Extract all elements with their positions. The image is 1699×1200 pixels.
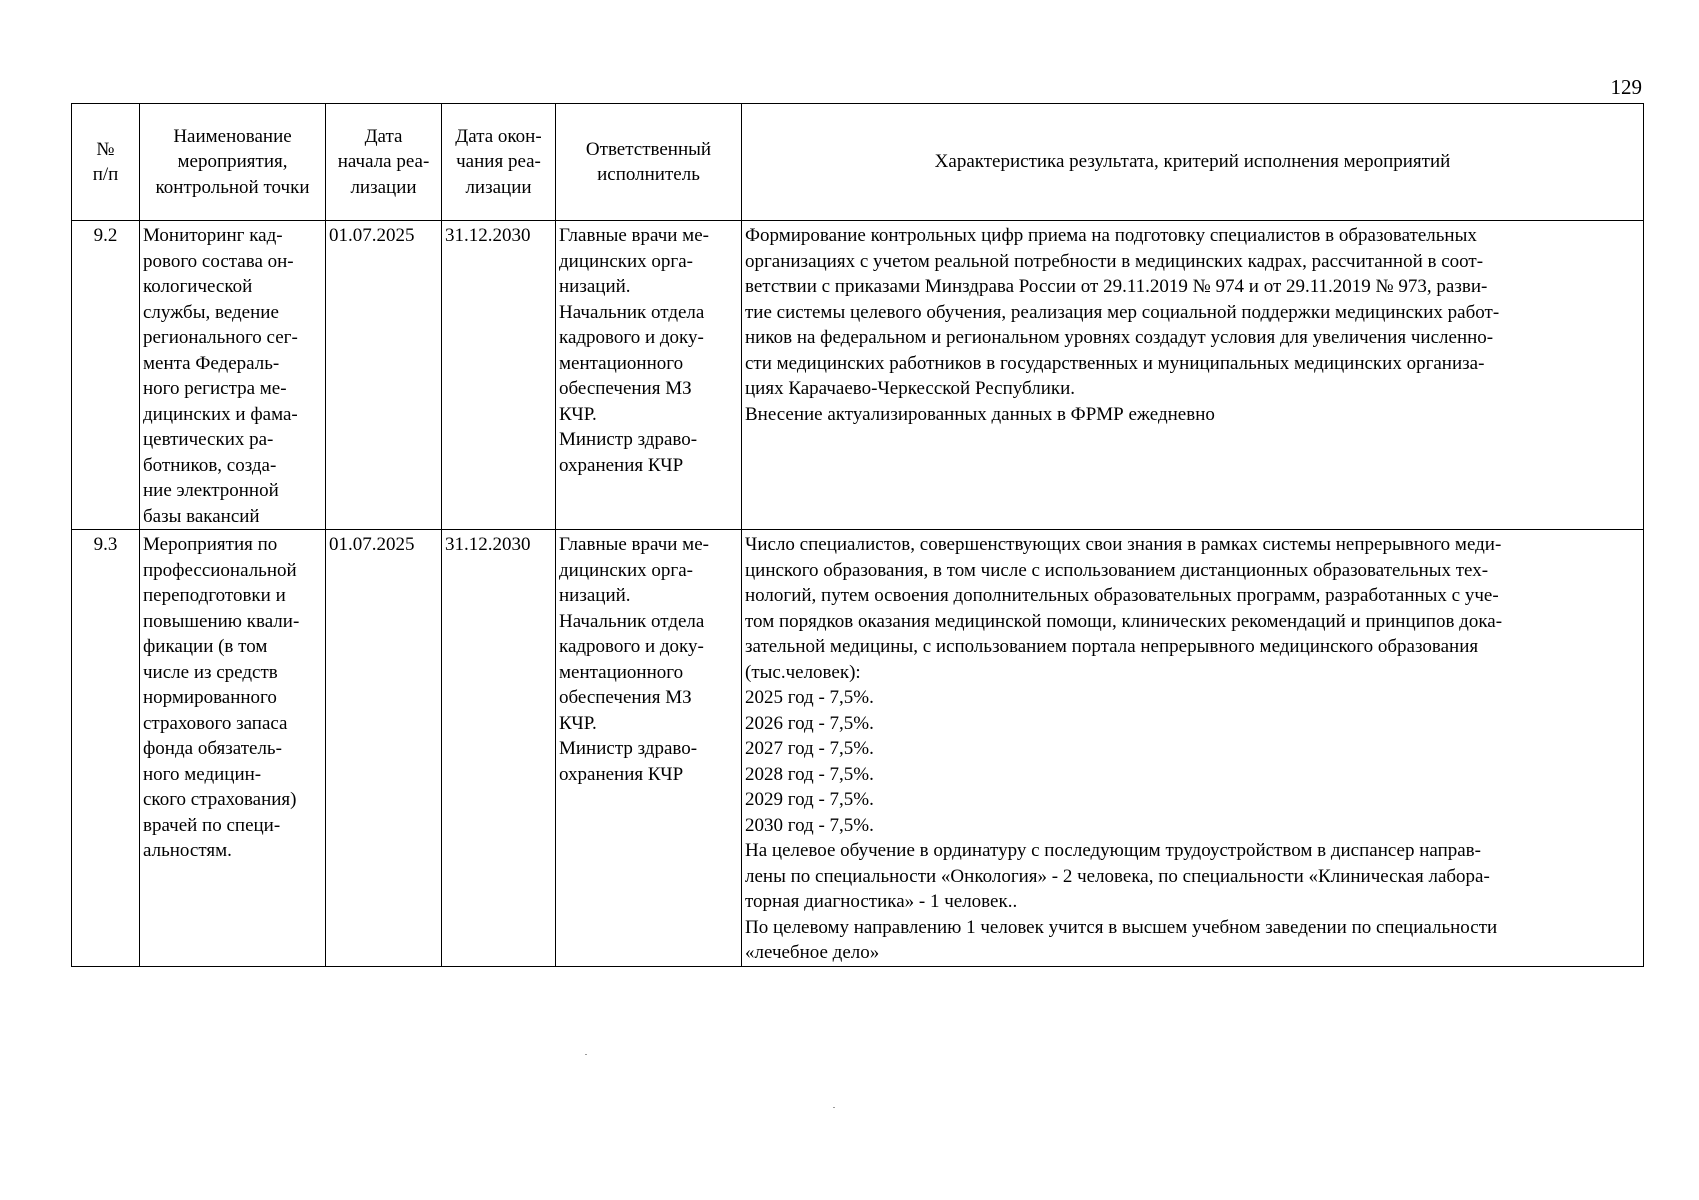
measure-name-cell-line: профессиональной: [143, 559, 297, 581]
measure-name-cell-line: ние электронной: [143, 480, 279, 501]
responsible-cell-line: кадрового и доку-: [559, 636, 704, 657]
responsible-cell-line: кадрового и доку-: [559, 327, 704, 348]
header-number: № п/п: [72, 104, 140, 221]
responsible-cell-line: дицинских орга-: [559, 559, 693, 581]
measure-name-cell-line: ного медицин-: [143, 763, 262, 785]
header-end-date: Дата окон- чания реа- лизации: [442, 104, 556, 221]
measure-name-cell-line: страхового запаса: [143, 712, 288, 734]
result-cell-line: «лечебное дело»: [745, 942, 880, 963]
header-result: Характеристика результата, критерий исполнения мероприятий: [742, 104, 1644, 221]
result-cell-line: 2028 год - 7,5%.: [745, 763, 874, 785]
measure-name-cell-line: службы, ведение: [143, 301, 279, 323]
measure-name-cell-line: нормированного: [143, 687, 277, 708]
result-cell-line: По целевому направлению 1 человек учится в высшем учебном заведении по специальности: [745, 916, 1498, 938]
result-cell-line: 2029 год - 7,5%.: [745, 789, 874, 810]
responsible-cell-line: ментационного: [559, 352, 684, 374]
header-measure-name: Наименование мероприятия, контрольной точки: [140, 104, 326, 221]
responsible-cell-line: низаций.: [559, 276, 631, 297]
measure-name-cell-line: рового состава он-: [143, 250, 294, 272]
measure-name-cell: [140, 530, 326, 967]
measure-name-cell-line: регионального сег-: [143, 327, 298, 348]
start-date-cell: 01.07.2025: [326, 221, 442, 530]
result-cell: [742, 530, 1644, 967]
responsible-cell-line: обеспечения МЗ: [559, 378, 692, 399]
measure-name-cell-line: Мониторинг кад-: [143, 225, 283, 246]
table-row: [72, 530, 1644, 967]
result-cell-line: сти медицинских работников в государственных и муниципальных медицинских организа-: [745, 352, 1485, 374]
responsible-cell-line: Начальник отдела: [559, 301, 705, 323]
table-row: [72, 221, 1644, 530]
responsible-cell-line: Главные врачи ме-: [559, 534, 709, 555]
responsible-cell: [556, 221, 742, 530]
responsible-cell-line: Министр здраво-: [559, 429, 698, 450]
responsible-cell-line: Начальник отдела: [559, 610, 705, 632]
measure-name-cell-line: цевтических ра-: [143, 429, 274, 450]
measure-name-cell-line: переподготовки и: [143, 585, 286, 606]
measure-name-cell-line: кологической: [143, 276, 253, 297]
row-number: 9.2: [72, 221, 140, 530]
result-cell-line: Внесение актуализированных данных в ФРМР ежедневно: [745, 403, 1215, 425]
measure-name-cell-line: ского страхования): [143, 789, 297, 810]
responsible-cell-line: ментационного: [559, 661, 684, 683]
responsible-cell-line: дицинских орга-: [559, 250, 693, 272]
responsible-cell-line: обеспечения МЗ: [559, 687, 692, 708]
responsible-cell-line: КЧР.: [559, 712, 597, 734]
result-cell-line: 2030 год - 7,5%.: [745, 814, 874, 836]
measure-name-cell-line: фикации (в том: [143, 636, 268, 657]
measure-name-cell-line: повышению квали-: [143, 610, 300, 632]
result-cell-line: 2026 год - 7,5%.: [745, 712, 874, 734]
result-cell-line: зательной медицины, с использованием портала непрерывного медицинского образования: [745, 636, 1479, 657]
responsible-cell-line: Главные врачи ме-: [559, 225, 709, 246]
result-cell-line: На целевое обучение в ординатуру с последующим трудоустройством в диспансер направ-: [745, 840, 1481, 861]
start-date-cell: 01.07.2025: [326, 530, 442, 967]
measures-table: [71, 103, 1644, 967]
measure-name-cell-line: базы вакансий: [143, 505, 260, 527]
measure-name-cell-line: мента Федераль-: [143, 352, 280, 374]
result-cell-line: ников на федеральном и региональном уровнях создадут условия для увеличения численно-: [745, 327, 1494, 348]
measure-name-cell: [140, 221, 326, 530]
scan-speck: [585, 1054, 587, 1055]
end-date-cell: 31.12.2030: [442, 221, 556, 530]
row-number: 9.3: [72, 530, 140, 967]
header-start-date: Дата начала реа- лизации: [326, 104, 442, 221]
measure-name-cell-line: Мероприятия по: [143, 534, 278, 555]
result-cell-line: (тыс.человек):: [745, 661, 861, 683]
result-cell-line: нологий, путем освоения дополнительных образовательных программ, разработанных с уче-: [745, 585, 1499, 606]
responsible-cell: [556, 530, 742, 967]
scan-speck: [833, 1107, 835, 1108]
measure-name-cell-line: ботников, созда-: [143, 454, 277, 476]
result-cell-line: торная диагностика» - 1 человек..: [745, 891, 1018, 912]
table-header-row: [72, 104, 1644, 221]
result-cell: [742, 221, 1644, 530]
measure-name-cell-line: дицинских и фама-: [143, 403, 298, 425]
result-cell-line: 2027 год - 7,5%.: [745, 738, 874, 759]
result-cell-line: Формирование контрольных цифр приема на подготовку специалистов в образовательных: [745, 225, 1477, 246]
header-responsible: Ответственный исполнитель: [556, 104, 742, 221]
result-cell-line: 2025 год - 7,5%.: [745, 687, 874, 708]
result-cell-line: том порядков оказания медицинской помощи, клинических рекомендаций и принципов дока-: [745, 610, 1503, 632]
responsible-cell-line: охранения КЧР: [559, 454, 684, 476]
responsible-cell-line: Министр здраво-: [559, 738, 698, 759]
result-cell-line: тие системы целевого обучения, реализация мер социальной поддержки медицинских работ-: [745, 301, 1500, 323]
measure-name-cell-line: числе из средств: [143, 661, 278, 683]
result-cell-line: циях Карачаево-Черкесской Республики.: [745, 378, 1076, 399]
responsible-cell-line: КЧР.: [559, 403, 597, 425]
end-date-cell: 31.12.2030: [442, 530, 556, 967]
result-cell-line: организациях с учетом реальной потребности в медицинских кадрах, рассчитанной в соот-: [745, 250, 1484, 272]
measure-name-cell-line: ного регистра ме-: [143, 378, 287, 399]
responsible-cell-line: низаций.: [559, 585, 631, 606]
responsible-cell-line: охранения КЧР: [559, 763, 684, 785]
result-cell-line: ветствии с приказами Минздрава России от 29.11.2019 № 974 и от 29.11.2019 № 973, разви-: [745, 276, 1488, 297]
page-number: 129: [1610, 75, 1642, 99]
measure-name-cell-line: альностям.: [143, 840, 232, 861]
result-cell-line: лены по специальности «Онкология» - 2 человека, по специальности «Клиническая лабора-: [745, 865, 1490, 887]
measure-name-cell-line: врачей по специ-: [143, 814, 281, 836]
result-cell-line: цинского образования, в том числе с использованием дистанционных образовательных тех-: [745, 559, 1489, 581]
result-cell-line: Число специалистов, совершенствующих свои знания в рамках системы непрерывного меди-: [745, 534, 1502, 555]
measure-name-cell-line: фонда обязатель-: [143, 738, 282, 759]
